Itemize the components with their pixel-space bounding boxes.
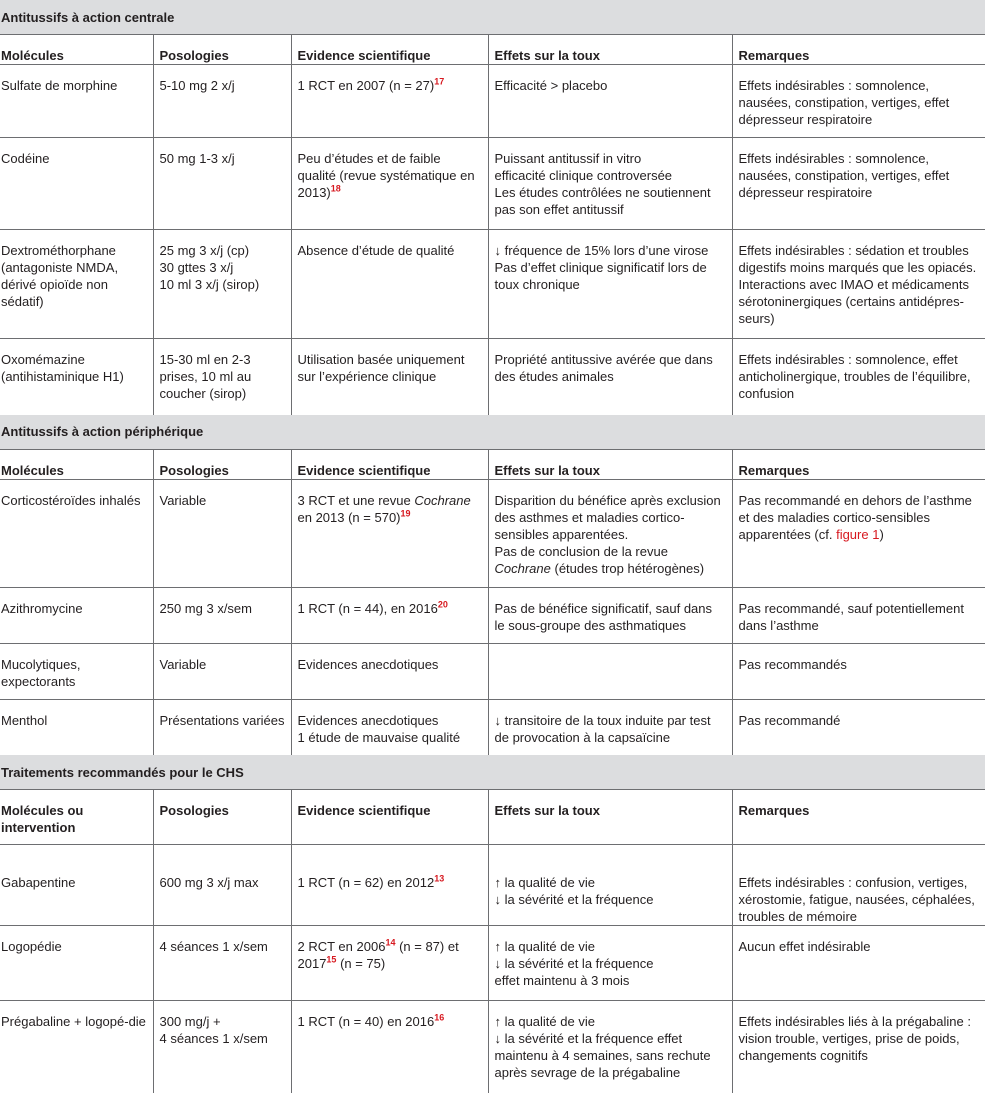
remarques-cell: Pas recommandé — [732, 699, 985, 755]
posologie-cell: 25 mg 3 x/j (cp) 30 gttes 3 x/j 10 ml 3 x/j (sirop) — [153, 230, 291, 339]
remarques-cell: Pas recommandés — [732, 643, 985, 699]
reference-number: 13 — [434, 873, 445, 884]
table-row — [0, 339, 985, 415]
column-header: Remarques — [732, 790, 985, 845]
effets-cell: Propriété antitussive avérée que dans des études animales — [488, 339, 732, 415]
column-header: Molécules — [0, 35, 153, 65]
column-header: Evidence scientifique — [291, 790, 488, 845]
posologie-cell: Présentations variées — [153, 699, 291, 755]
table-row — [0, 587, 985, 643]
remarques-cell: Effets indésirables : somnolence, effet anticholinergique, troubles de l’équilibre, confusion — [732, 339, 985, 415]
molecule-cell: Gabapentine — [0, 845, 153, 926]
effets-cell: Puissant antitussif in vitro efficacité clinique controversée Les études contrôlées ne soutiennent pas son effet antitussif — [488, 138, 732, 230]
posologie-cell: 250 mg 3 x/sem — [153, 587, 291, 643]
column-header: Molécules — [0, 449, 153, 479]
remarques-cell: Effets indésirables : sédation et troubles digestifs moins marqués que les opiacés. Interactions avec IMAO et médicaments sérotoninergiques (certains antidépres-seurs) — [732, 230, 985, 339]
posologie-cell: Variable — [153, 643, 291, 699]
molecule-cell: Sulfate de morphine — [0, 65, 153, 138]
column-header: Posologies — [153, 35, 291, 65]
section-title: Traitements recommandés pour le CHS — [0, 755, 985, 790]
evidence-cell: 1 RCT (n = 44), en 2016$^{20}$ — [291, 587, 488, 643]
reference-number: 17 — [434, 76, 445, 87]
molecule-cell: Codéine — [0, 138, 153, 230]
table-header-row — [0, 449, 985, 479]
effets-cell: Disparition du bénéfice après exclusion des asthmes et maladies cortico-sensibles apparentées. Pas de conclusion de la revue Cochrane (études trop hétérogènes) — [488, 479, 732, 587]
evidence-cell: Evidences anecdotiques 1 étude de mauvaise qualité — [291, 699, 488, 755]
table-row — [0, 643, 985, 699]
column-header: Molécules ou intervention — [0, 790, 153, 845]
table-header-row — [0, 790, 985, 845]
section-title: Antitussifs à action périphérique — [0, 415, 985, 450]
molecule-cell: Corticostéroïdes inhalés — [0, 479, 153, 587]
column-header: Effets sur la toux — [488, 449, 732, 479]
evidence-cell: 2 RCT en 2006$^{14}$ (n = 87) et 2017$^{15}$ (n = 75) — [291, 926, 488, 1001]
posologie-cell: 15-30 ml en 2-3 prises, 10 ml au coucher (sirop) — [153, 339, 291, 415]
column-header: Evidence scientifique — [291, 449, 488, 479]
effets-cell: Pas de bénéfice significatif, sauf dans le sous-groupe des asthmatiques — [488, 587, 732, 643]
column-header: Evidence scientifique — [291, 35, 488, 65]
table-row — [0, 138, 985, 230]
section-title: Antitussifs à action centrale — [0, 0, 985, 35]
column-header: Posologies — [153, 449, 291, 479]
reference-number: 16 — [434, 1012, 445, 1023]
effets-cell — [488, 643, 732, 699]
posologie-cell: Variable — [153, 479, 291, 587]
effets-cell: ↓ fréquence de 15% lors d’une virose Pas d’effet clinique significatif lors de toux chronique — [488, 230, 732, 339]
remarques-cell: Pas recommandé en dehors de l’asthme et des maladies cortico-sensibles apparentées (cf. figure 1) — [732, 479, 985, 587]
table-header-row — [0, 35, 985, 65]
posologie-cell: 600 mg 3 x/j max — [153, 845, 291, 926]
molecule-cell: Logopédie — [0, 926, 153, 1001]
figure-link[interactable]: figure 1 — [836, 526, 880, 542]
posologie-cell: 300 mg/j + 4 séances 1 x/sem — [153, 1001, 291, 1093]
remarques-cell: Aucun effet indésirable — [732, 926, 985, 1001]
remarques-cell: Effets indésirables : confusion, vertiges, xérostomie, fatigue, nausées, céphalées, troubles de mémoire — [732, 845, 985, 926]
posologie-cell: 50 mg 1-3 x/j — [153, 138, 291, 230]
reference-number: 19 — [400, 508, 411, 519]
molecule-cell: Azithromycine — [0, 587, 153, 643]
evidence-cell: Peu d’études et de faible qualité (revue systématique en 2013)$^{18}$ — [291, 138, 488, 230]
molecule-cell: Prégabaline + logopé-die — [1, 1014, 146, 1029]
remarques-cell: Effets indésirables : somnolence, nausées, constipation, vertiges, effet dépresseur respiratoire — [732, 138, 985, 230]
table-row — [0, 845, 985, 926]
effets-cell: ↓ transitoire de la toux induite par test de provocation à la capsaïcine — [488, 699, 732, 755]
evidence-cell: Absence d’étude de qualité — [291, 230, 488, 339]
table-row — [0, 699, 985, 755]
remarques-cell: Effets indésirables : somnolence, nausées, constipation, vertiges, effet dépresseur respiratoire — [732, 65, 985, 138]
table-row — [0, 1001, 985, 1093]
column-header: Remarques — [732, 35, 985, 65]
section-header-peripheral — [0, 415, 985, 450]
evidence-cell: Evidences anecdotiques — [291, 643, 488, 699]
evidence-cell: 1 RCT (n = 40) en 2016$^{16}$ — [291, 1001, 488, 1093]
section-header-chs — [0, 755, 985, 790]
remarques-cell: Pas recommandé, sauf potentiellement dans l’asthme — [732, 587, 985, 643]
effets-cell: ↑ la qualité de vie ↓ la sévérité et la fréquence effet maintenu à 3 mois — [488, 926, 732, 1001]
effets-cell: ↑ la qualité de vie ↓ la sévérité et la fréquence effet maintenu à 4 semaines, sans rechute après sevrage de la prégabaline — [488, 1001, 732, 1093]
column-header: Posologies — [153, 790, 291, 845]
reference-number: 14 — [385, 937, 396, 948]
column-header: Effets sur la toux — [488, 35, 732, 65]
molecule-cell: Oxomémazine (antihistaminique H1) — [1, 352, 124, 384]
evidence-cell: 1 RCT (n = 62) en 2012$^{13}$ — [291, 845, 488, 926]
effets-cell: Efficacité > placebo — [488, 65, 732, 138]
reference-number: 18 — [330, 183, 341, 194]
column-header: Effets sur la toux — [488, 790, 732, 845]
section-header-central — [0, 0, 985, 35]
effets-cell: ↑ la qualité de vie ↓ la sévérité et la fréquence — [488, 845, 732, 926]
table-row — [0, 479, 985, 587]
molecule-cell: Mucolytiques, expectorants — [0, 643, 153, 699]
column-header: Remarques — [732, 449, 985, 479]
molecule-cell: Dextrométhorphane (antagoniste NMDA, dérivé opioïde non sédatif) — [0, 230, 153, 339]
evidence-cell: Utilisation basée uniquement sur l’expérience clinique — [291, 339, 488, 415]
reference-number: 15 — [326, 954, 337, 965]
posologie-cell: 4 séances 1 x/sem — [153, 926, 291, 1001]
reference-number: 20 — [437, 599, 448, 610]
evidence-cell: 3 RCT et une revue Cochrane en 2013 (n = 570)$^{19}$ — [291, 479, 488, 587]
evidence-cell: 1 RCT en 2007 (n = 27)$^{17}$ — [291, 65, 488, 138]
posologie-cell: 5-10 mg 2 x/j — [153, 65, 291, 138]
remarques-cell: Effets indésirables liés à la prégabaline : vision trouble, vertiges, prise de poids, changements cognitifs — [732, 1001, 985, 1093]
table-row — [0, 926, 985, 1001]
table-row — [0, 65, 985, 138]
molecule-cell: Menthol — [1, 712, 48, 728]
table-row — [0, 230, 985, 339]
